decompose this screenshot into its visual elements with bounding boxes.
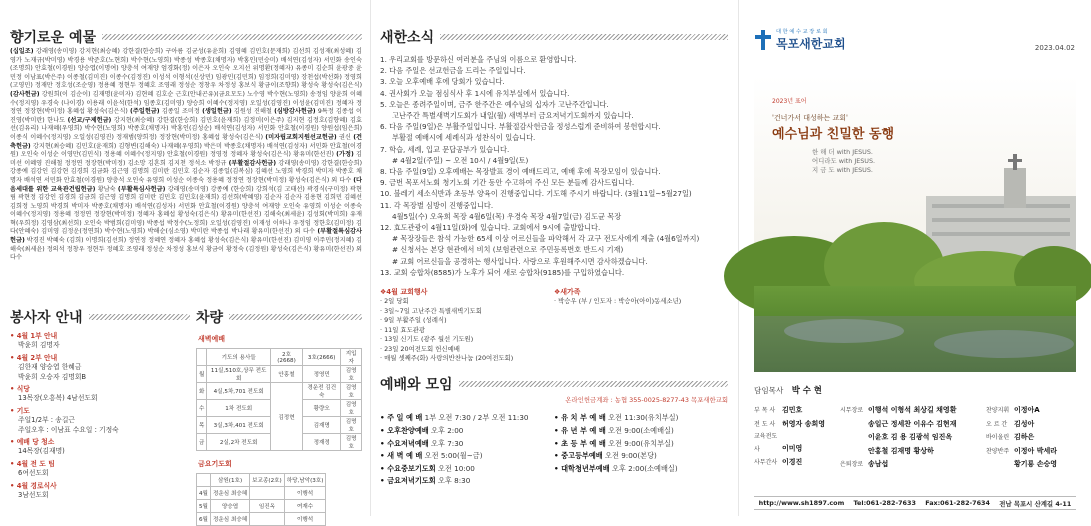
- table-cell: 금: [197, 434, 207, 451]
- church-contact-footer: [754, 496, 1076, 510]
- staff-name: 김민호: [782, 406, 803, 414]
- table-row: [197, 366, 362, 383]
- staff-name: 허영자 송희영: [782, 419, 826, 428]
- worship-row: [380, 475, 554, 488]
- news-item: 6. 다음 주일(9일)은 부활주일입니다. 부활절감사헌금을 정성스럽게 준비하여 봉헌합시다.: [380, 122, 661, 132]
- staff-row: [840, 431, 986, 445]
- event-item: · 박승우 (부 / 인도자 : 박승아(아이)동세소년): [554, 297, 682, 306]
- table-cell: 화: [197, 383, 207, 400]
- table-cell: 이행석: [284, 487, 326, 500]
- staff-list: [754, 404, 1076, 472]
- staff-row: [986, 404, 1076, 418]
- worship-row: [380, 463, 554, 476]
- table-cell: 경운전 김건숙: [303, 383, 341, 400]
- worship-row: [380, 438, 554, 451]
- dawn-service-label: 새벽예배: [198, 335, 226, 343]
- table-cell: 이행석: [284, 513, 326, 526]
- table-cell: 보교종(2호): [250, 474, 285, 487]
- table-row: [197, 513, 326, 526]
- volunteer-section: [10, 308, 190, 526]
- table-cell: 김재명: [303, 417, 341, 434]
- news-item: 4월5일(수) 오옥희 목장 4월6일(목) 우경숙 목장 4월7일(금) 김도균 목장: [392, 211, 622, 221]
- staff-row: [986, 458, 1076, 472]
- staff-row: [840, 418, 986, 432]
- table-header-row: [197, 349, 362, 366]
- worship-time: 오전 11:30(유치부실): [605, 413, 679, 423]
- table-header-row: [197, 474, 326, 487]
- worship-row: [380, 425, 554, 438]
- volunteer-heading: • 예배 당 청소: [10, 438, 55, 447]
- table-cell: 삼원(1호): [210, 474, 249, 487]
- table-cell: 하당,남악(3호): [284, 474, 326, 487]
- worship-schedule-right: [554, 412, 728, 488]
- worship-row: [554, 450, 728, 463]
- praise-section-title: 향기로운 예물: [10, 28, 362, 46]
- worship-name: • 수요중보기도회: [380, 463, 436, 473]
- worship-time: 오후 7:30: [428, 438, 464, 448]
- staff-role: 부 목 사: [754, 407, 776, 414]
- staff-name: 이윤호 김 용 김광석 임진옥: [868, 433, 953, 442]
- event-item: · 9일 부활주일 (성례식): [380, 316, 447, 325]
- news-item: # 신청서는 본당 현관에서 비치 (보험관련으로 주민등록번호 반드시 기재): [392, 245, 624, 255]
- news-item: 13. 교회 승합차(8585)가 노후가 되어 새로 승합차(9185)를 구입하였습니다.: [380, 267, 625, 277]
- volunteer-names: 주일오후 : 이남표 수요일 : 기정숙: [18, 425, 119, 434]
- staff-row: [840, 445, 986, 459]
- church-events: [380, 288, 554, 363]
- event-item: · 23일 20여전도회 헌신예배: [380, 344, 460, 353]
- staff-name: 이경진: [782, 458, 803, 467]
- church-events-title: ❖4월 교회행사: [380, 288, 428, 297]
- table-cell: 임진옥: [250, 500, 285, 513]
- table-cell: 2호(2668): [270, 349, 302, 366]
- staff-name: 김하은: [1014, 433, 1035, 442]
- worship-time: 1부 오전 7:30 / 2부 오전 11:30: [422, 413, 529, 423]
- staff-name: 김성아: [1014, 419, 1035, 428]
- table-cell: 월: [197, 366, 207, 383]
- news-item: 1. 우리교회를 방문하신 여러분을 주님의 이름으로 환영합니다.: [380, 55, 577, 64]
- table-cell: [250, 513, 285, 526]
- volunteer-names: 6여선도회: [18, 469, 49, 478]
- table-cell: 기도의 용사들: [207, 349, 271, 366]
- worship-name: • 오후찬양예배: [380, 425, 429, 435]
- worship-time: 오전 10:00: [435, 463, 475, 473]
- volunteer-heading: • 기도: [10, 406, 30, 415]
- news-item: 8. 다음 주일(9일) 오후예배는 목장발표 경이 예배드리고, 예배 후에 목장모임이 있습니다.: [380, 167, 661, 177]
- staff-row: [754, 404, 840, 418]
- worship-name: • 주 일 예 배: [380, 413, 423, 423]
- panel-offerings: [0, 0, 370, 523]
- cover-photo: [754, 76, 1076, 372]
- news-item: 10. 블레기 세소식반과 초등부 양육이 진행중입니다. 기도해 주시기 바랍니다. (3월11일~5월27일): [380, 189, 692, 199]
- worship-name: • 금요저녁기도회: [380, 476, 436, 486]
- staff-role: 은퇴장로: [840, 461, 864, 469]
- staff-row: [986, 431, 1076, 445]
- table-cell: 양승엽: [210, 500, 249, 513]
- staff-row: [840, 458, 986, 472]
- table-cell: 정재정: [303, 434, 341, 451]
- table-cell: [197, 349, 207, 366]
- event-item: · 2일 당회: [380, 297, 409, 306]
- staff-role: 오 르 간: [986, 420, 1008, 428]
- motto-line: 어디라도 with JESUS.: [812, 157, 876, 165]
- news-item: 고난주간 특별새벽기도회가 내일(월) 새벽부터 금요저녁기도회까지 있습니다.: [392, 111, 634, 121]
- new-family: [554, 288, 728, 363]
- table-cell: [197, 474, 211, 487]
- table-row: [197, 487, 326, 500]
- worship-name: • 수요저녁예배: [380, 438, 429, 448]
- worship-time: 오전 9:00(소예배실): [605, 425, 674, 435]
- table-cell: 황량오: [303, 400, 341, 417]
- volunteer-names: 주일1/2부 : 송길근: [18, 416, 75, 425]
- volunteer-names: 김한재 양승엽 한혜금: [18, 363, 82, 372]
- volunteer-names: 13목장(오흥복) 4남선도회: [18, 394, 98, 403]
- table-cell: 정운심 최승혜: [210, 487, 249, 500]
- volunteer-heading: • 4월 전 도 팀: [10, 459, 55, 468]
- motto-block: 2023년 표어 '건너가서 대성하는 교회' 예수님과 친밀한 동행 한 해 더 with JESUS. 어디라도 with JESUS. 지 금 도 with JESUS.: [772, 96, 1022, 175]
- news-item: 12. 효도관광이 4월11일(화)에 있습니다. 교회에서 9시에 출발합니다.: [380, 223, 601, 233]
- pastor-line: 담임목사 박 수 현: [754, 385, 822, 395]
- staff-name: 황기룡 손승영: [1014, 460, 1058, 469]
- staff-name: 안홍철 김재명 황상하: [868, 446, 934, 455]
- worship-row: [380, 450, 554, 463]
- table-row: [197, 383, 362, 400]
- volunteer-list: [10, 332, 190, 504]
- worship-name: • 초 등 부 예 배: [554, 438, 606, 448]
- staff-name: 송남섭: [868, 460, 889, 469]
- praise-list: (십일조) 강래영(송미영) 강지현(최승혜) 강한결(한승희) 구아름 김균성(유윤희) 김영혜 김민호(문재희) 김선희 김성재(최성혜) 김영가 노재규(박미영) 박경용 박준호(노현희) 박수현(노영희) 박종성 박종호(채명자) 박홍인(민승미) 배석연(김성자) 서민화 송인숙(조명희) 안효철(이경원) 양승엽(이명여) 양충석 여재양 엄경화(정) 이은자 오인숙 오지선 위명환(정혜자) 유종미 김순희 윤광중 윤민정 이남표(박은주) 이종철(김미진) 이종수(김정진) 이성석 이형석(신상민) 임광민(김민희) 임정희(김미영) 장천섭(박선화) 정영희(고영민) 정재만 정호성(조순영) 정용혜 정현두 정혜호 조영래 정성순 정창우 차정성 홍보식 황금이(조향희) 황성숙 황성숙(김은식) (감사헌금) 강원희(이 김순이) 김재명(윤미자) 김현혜 김호순 근호(안내곤유)(금요모도) 노수영 박수현(노영희) 송정임 양윤희 이혜수(정지영) 우경숙 (나이경) 이용래 이윤석(한석) 임종호(김미영) 양승희 이혜수(정지영) 오일성(김영진) 이성윤(김미진) 정혜자 정정연 정장현(박미정) 홍혜섭 황성숙(김은식) (주일헌금) 김종일 조미정 (생일헌금) 김원성 진해철 (심방감사헌금) 9특정 김종섭 이진영(박미란) 한나도 (선교/구제헌금) 강지현(최승혜) 강한결(한승희) 김민호(윤재희) 김정미(이은주) 김지현 김정호(김향혜) 김효선(김유리) 나재혜(우영희) 박수현(노영희) 박종호(채명자) 박홍인(김성순) 배석연(김성자) 서민화 안효철(이경원) 양원섭(임은희) 이종식 이혜수(정지영) 오일성(김영진) 정재범(양희정) 정장현(박미정) 홍혜섭 황성숙(김은식) (미자립교회지원선교헌금) 권신 (건축헌금) 강지현(최승혜) 김민호(윤재희) 김형변(김해숙) 나재혜(우영희) 박은미 박종호(채명자) 배석연(김성자) 서민화 안효철(이경원) 오인숙 이성순 이영만(김민식) 정용혜 이혜수(정지영) 안효철(이경원) 정영정 정혜자 황성숙(김은식) 황유미(한선진) (가정) 김미선 이혜영 진해철 정정연 정장현(박미정) 김소망 김혼희 김지천 정석소 박정규 (부활절감사헌금) 강래영(송미영) 강한결(한승희) 강종예 김강인 김강현 김경희 김금화 김근영 김명희 김미란 김민호 김순자 김종일(김복심) 김혜선 노영희 박경희 박미자 박종호 채명자 배석연 서민화 안효철(이경원) 양충석 오인숙 유영희 이성순 이종숙 정용혜 정정연 정장현(박미정) 황성숙(김은식) 외 다수 (다음세대를 위한 교육관건립헌금) 황남숙 (부활특심사헌금) 강래영(송미영) 강종예 (한승희) 강희석(김 고태선) 곽경식(구미정) 곽현림 곽현정 김강인 김경희 김금희 김근영 김명희 김미란 김민호 김민호(윤재희) 김선희(박혜영) 김순자 김순자 김용현 김희민 김혜선 김희정 노영희 박경희 박미자 박종호(채명자) 배석연(김성자) 서민화 안효철(이경원) 양충석 여재양 오인숙 유영희 이성순 이종숙 이혜수(정지영) 정용혜 정정연 정장현(박미정) 정혜자 홍혜섭 황성숙(김은식) 황유미(한선진) 김해숙(최세윤) 김성회(박미희) 유재혁(우희정) 김영삼(최선희) 오인숙 박범희(김미영) 박종섭 박정수(노정희) 오일성(김영진) 이재성 이하나 우정임 정한호(김미정) 김다(안혜숙) 김미영 김정운(정연희) 박수현(노영희) 박해순(심소영) 박미란 박종섭 박나래 황유미(한선진) 외 다수 (부활절특심감사헌금) 박경진 박혜숙 (김희) 이명희(김선희) 정연정 정혜연 정혜자 홍혜섭 황성숙(김은식) 황유미(한선진) 김미영 이주민(정지혜) 김해숙(최세윤) 정의석 정창우 정현두 정혜호 조영래 정성순 차정성 홍보식 황금이 황정숙 (김정원) 황성숙(김은식) 황유미(한선진) 외 다수: [10, 48, 363, 262]
- table-cell: 2실,2차 전도회: [207, 434, 271, 451]
- table-cell: 정운심 최승혜: [210, 513, 249, 526]
- phone-number: Tel:061-282-7633: [853, 499, 916, 507]
- worship-title: 예배와 모임: [380, 375, 728, 393]
- table-row: [197, 500, 326, 513]
- staff-name: 송일근 정세찬 이유수 김현재: [868, 419, 957, 428]
- table-cell: 안홍철: [270, 366, 302, 383]
- table-cell: [250, 487, 285, 500]
- staff-role: 교육전도사: [754, 433, 778, 453]
- table-cell: 1차 전도회: [207, 400, 271, 417]
- table-cell: 11실,510호,상무 전도회: [207, 366, 271, 383]
- worship-row: [554, 425, 728, 438]
- staff-name: 이정아 박세라: [1014, 446, 1058, 455]
- table-cell: 김영호: [341, 383, 362, 400]
- table-cell: 김정현: [270, 383, 302, 451]
- event-item: · 3일~7일 고난주간 특별새벽기도회: [380, 306, 482, 315]
- dawn-vehicle-table: [196, 348, 362, 451]
- staff-name: 이미영: [782, 444, 803, 453]
- motto-line: 한 해 더 with JESUS.: [812, 148, 873, 156]
- news-item: 9. 금번 목포서노회 청기노회 기간 동안 수고하여 주신 모든 분들께 감사드립니다.: [380, 178, 635, 188]
- fax-number: Fax:061-282-7634: [925, 499, 990, 507]
- worship-row: [380, 412, 554, 425]
- news-item: # 교회 어르신들을 공경하는 행사입니다. 사랑으로 후원해주시면 감사하겠습니다.: [392, 256, 648, 266]
- volunteer-heading: • 식당: [10, 385, 30, 394]
- worship-time: 오후 2:00: [428, 425, 464, 435]
- worship-time: 오전 5:00(월~금): [422, 451, 483, 461]
- staff-role: 찬양지휘: [986, 407, 1010, 414]
- volunteer-names: 3남선도회: [18, 491, 49, 500]
- motto-line: 지 금 도 with JESUS.: [812, 166, 873, 174]
- news-item: # 4월2일(주일) ~ 오전 10시 / 4월9일(토): [392, 155, 529, 165]
- staff-name: 이정아A: [1014, 406, 1040, 414]
- news-item: 2. 다음 주일은 선교헌금을 드리는 주일입니다.: [380, 66, 526, 76]
- staff-row: [986, 445, 1076, 459]
- new-family-title: ❖새가족: [554, 288, 581, 297]
- table-cell: 김명호: [341, 434, 362, 451]
- worship-name: • 새 벽 예 배: [380, 451, 423, 461]
- staff-name: 이행석 이형석 최상길 채영환: [868, 406, 957, 414]
- news-item: 11. 각 목장별 심방이 진행중입니다.: [380, 200, 494, 210]
- worship-name: • 중고등부예배: [554, 451, 603, 461]
- event-item: · 매월 셋째주(화) 사랑의반찬나눔 (20여전도회): [380, 353, 514, 362]
- staff-role: 바이올린: [986, 434, 1010, 442]
- volunteer-names: 박윤희 김명자: [18, 341, 60, 350]
- staff-role: 전 도 사: [754, 420, 776, 428]
- friday-vehicle-table: [196, 473, 326, 526]
- pastor-name: 박 수 현: [791, 385, 822, 395]
- news-item: 3. 오늘 오후예배 후에 당회가 있습니다.: [380, 77, 505, 87]
- worship-name: • 유 년 부 예 배: [554, 425, 606, 435]
- worship-time: 오후 2:00(소예배실): [609, 463, 678, 473]
- event-item: · 13일 신기도 (광주 월선 기도원): [380, 335, 474, 344]
- friday-prayer-label: 금요기도회: [198, 460, 232, 468]
- table-cell: 김영호: [341, 366, 362, 383]
- website-link[interactable]: http://www.sh1897.com: [758, 499, 845, 507]
- news-item: 부활절 예배시에 세례식과 성찬식이 있습니다.: [392, 133, 536, 143]
- staff-row: [754, 431, 840, 456]
- event-item: · 11일 효도관광: [380, 325, 426, 334]
- table-cell: 3실,3차,401 전도회: [207, 417, 271, 434]
- staff-role: 찬양반주: [986, 447, 1010, 455]
- worship-row: [554, 412, 728, 425]
- staff-row: [754, 418, 840, 432]
- news-item: 5. 오늘은 종려주일이며, 금주 한주간은 예수님의 십자가 고난주간입니다.: [380, 99, 609, 109]
- worship-row: [554, 463, 728, 476]
- worship-time: 오후 8:30: [435, 476, 471, 486]
- staff-row: [754, 456, 840, 470]
- staff-role: 사무간사: [754, 459, 778, 467]
- news-list: [380, 54, 728, 278]
- worship-name: • 대학청년부예배: [554, 463, 610, 473]
- vehicle-section: [190, 308, 362, 526]
- table-cell: 수: [197, 400, 207, 417]
- table-cell: 6월: [197, 513, 211, 526]
- online-offering-account: 온라인헌금계좌 : 농협 355-0025-8277-43 목포새한교회: [565, 396, 728, 405]
- table-cell: 정영민: [303, 366, 341, 383]
- volunteer-heading: • 4월 2부 안내: [10, 353, 58, 362]
- vehicle-title: 차량: [196, 308, 362, 326]
- news-item: # 목장장들은 참석 가능한 65세 이상 어르신들을 파악해서 각 교구 전도사에게 제출 (4월6일까지): [392, 234, 700, 244]
- news-item: 4. 권사회가 오늘 점심식사 후 1시에 유치부실에서 있습니다.: [380, 88, 570, 98]
- church-logo: 대 한 예 수 교 장 로 회 목포새한교회: [754, 28, 1083, 52]
- news-item: 7. 학습, 세례, 입교 문답공부가 있습니다.: [380, 144, 510, 154]
- panel-news: [372, 0, 736, 516]
- staff-row: [840, 404, 986, 418]
- table-cell: 김명호: [341, 417, 362, 434]
- volunteer-heading: • 4월 1부 안내: [10, 332, 58, 340]
- staff-row: [986, 418, 1076, 432]
- staff-role: 시무장로: [840, 407, 864, 414]
- volunteer-heading: • 4월 경로식사: [10, 481, 57, 490]
- church-address: 전남 목포시 산계길 4-11: [999, 499, 1072, 508]
- volunteer-title: 봉사자 안내: [10, 308, 190, 326]
- cross-icon: [754, 30, 772, 50]
- table-cell: 여재수: [284, 500, 326, 513]
- worship-time: 오전 9:00(본당): [602, 451, 657, 461]
- worship-name: • 유 치 부 예 배: [554, 413, 606, 423]
- table-cell: 4실,5차,701 전도회: [207, 383, 271, 400]
- worship-time: 오전 9:00(유치부실): [605, 438, 674, 448]
- volunteer-names: 14목장(김재명): [18, 447, 65, 456]
- table-cell: 3호(2666): [303, 349, 341, 366]
- table-cell: 김영호: [341, 400, 362, 417]
- worship-row: [554, 438, 728, 451]
- panel-divider-1: [370, 0, 371, 516]
- table-cell: 5월: [197, 500, 211, 513]
- table-cell: 4월: [197, 487, 211, 500]
- table-cell: 지입자: [341, 349, 362, 366]
- table-cell: 목: [197, 417, 207, 434]
- volunteer-names: 박윤희 오승자 김명회B: [18, 372, 87, 381]
- news-title: 새한소식: [380, 28, 728, 46]
- worship-schedule-left: [380, 412, 554, 488]
- bulletin-date: 2023.04.02: [1034, 44, 1075, 52]
